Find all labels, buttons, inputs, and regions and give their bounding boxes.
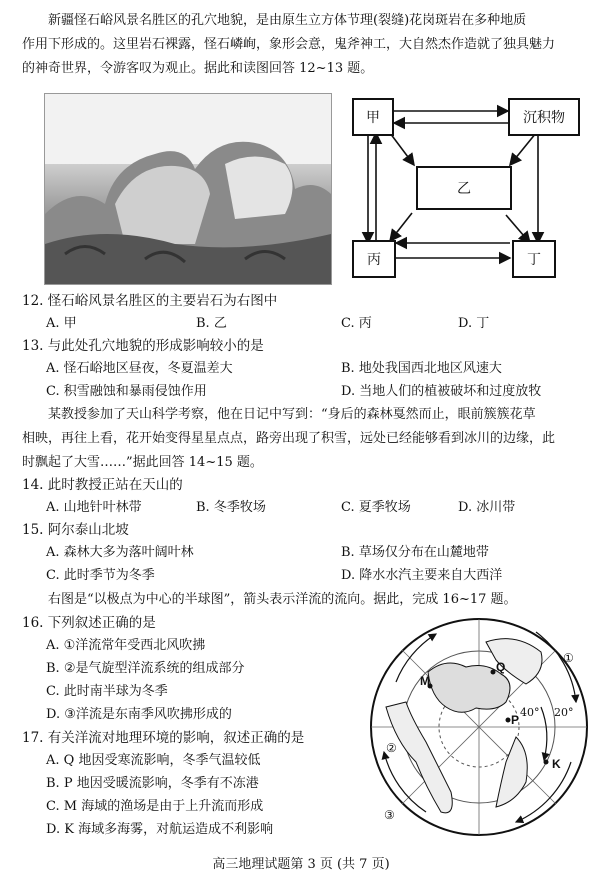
q13-option-d[interactable]: D. 当地人们的植被破坏和过度放牧 xyxy=(341,384,542,399)
q16-option-a[interactable]: A. ①洋流常年受西北风吹拂 xyxy=(46,638,206,653)
passage2-line-3: 时飘起了大雪……”据此回答 14~15 题。 xyxy=(22,455,263,470)
q15-option-d[interactable]: D. 降水水汽主要来自大西洋 xyxy=(341,568,503,583)
diagram-box-yi: 乙 xyxy=(416,166,512,210)
map-label-m: M xyxy=(420,674,430,688)
intro-line-3: 的神奇世界，令游客叹为观止。据此和读图回答 12~13 题。 xyxy=(22,61,374,76)
q12-stem: 12. 怪石峪风景名胜区的主要岩石为右图中 xyxy=(22,293,278,309)
diagram-box-ding: 丁 xyxy=(512,240,556,278)
q12-option-c[interactable]: C. 丙 xyxy=(341,316,372,331)
q15-stem: 15. 阿尔泰山北坡 xyxy=(22,522,129,538)
q14-option-b[interactable]: B. 冬季牧场 xyxy=(196,500,266,515)
q12-option-d[interactable]: D. 丁 xyxy=(458,316,490,331)
map-label-current-3: ③ xyxy=(384,808,395,822)
q13-option-b[interactable]: B. 地处我国西北地区风速大 xyxy=(341,361,502,376)
map-label-lon-20: 20° xyxy=(554,706,574,719)
q16-option-b[interactable]: B. ②是气旋型洋流系统的组成部分 xyxy=(46,661,245,676)
q17-option-c[interactable]: C. M 海域的渔场是由于上升流而形成 xyxy=(46,799,264,814)
passage3: 右图是“以极点为中心的半球图”，箭头表示洋流的流向。据此，完成 16~17 题。 xyxy=(48,592,517,607)
polar-hemisphere-map xyxy=(366,612,592,842)
rock-landscape-photo xyxy=(44,93,332,285)
map-label-current-2: ② xyxy=(386,741,397,755)
rock-photo-illustration xyxy=(45,94,331,284)
page-footer: 高三地理试题第 3 页 (共 7 页) xyxy=(212,857,390,872)
q13-stem: 13. 与此处孔穴地貌的形成影响较小的是 xyxy=(22,338,264,354)
map-label-current-1: ① xyxy=(563,651,574,665)
q15-option-c[interactable]: C. 此时季节为冬季 xyxy=(46,568,155,583)
q15-option-b[interactable]: B. 草场仅分布在山麓地带 xyxy=(341,545,489,560)
intro-line-2: 作用下形成的。这里岩石裸露，怪石嶙峋，象形会意，鬼斧神工，大自然杰作造就了独具魅力 xyxy=(22,37,556,52)
q14-option-a[interactable]: A. 山地针叶林带 xyxy=(46,500,142,515)
passage2-line-2: 相映，再往上看，花开始变得星星点点，路旁出现了积雪，远处已经能够看到冰川的边缘，此 xyxy=(22,431,556,446)
q16-stem: 16. 下列叙述正确的是 xyxy=(22,615,156,631)
q17-option-a[interactable]: A. Q 地因受寒流影响，冬季气温较低 xyxy=(46,753,261,768)
map-label-k: K xyxy=(552,757,561,771)
q13-option-c[interactable]: C. 积雪融蚀和暴雨侵蚀作用 xyxy=(46,384,207,399)
map-label-q: Q xyxy=(496,660,506,674)
q16-option-c[interactable]: C. 此时南半球为冬季 xyxy=(46,684,168,699)
q17-stem: 17. 有关洋流对地理环境的影响，叙述正确的是 xyxy=(22,730,305,746)
q16-option-d[interactable]: D. ③洋流是东南季风吹拂形成的 xyxy=(46,707,232,722)
intro-line-1: 新疆怪石峪风景名胜区的孔穴地貌，是由原生立方体节理(裂缝)花岗斑岩在多种地质 xyxy=(48,13,527,28)
map-label-p: P xyxy=(511,713,520,727)
q13-option-a[interactable]: A. 怪石峪地区昼夜，冬夏温差大 xyxy=(46,361,233,376)
diagram-box-sediment: 沉积物 xyxy=(508,98,580,136)
q14-option-d[interactable]: D. 冰川带 xyxy=(458,500,516,515)
q15-option-a[interactable]: A. 森林大多为落叶阔叶林 xyxy=(46,545,194,560)
diagram-box-jia: 甲 xyxy=(352,98,394,136)
q12-option-b[interactable]: B. 乙 xyxy=(196,316,227,331)
q17-option-d[interactable]: D. K 海域多海雾，对航运造成不利影响 xyxy=(46,822,274,837)
q12-option-a[interactable]: A. 甲 xyxy=(46,316,77,331)
q14-stem: 14. 此时教授正站在天山的 xyxy=(22,477,183,493)
q17-option-b[interactable]: B. P 地因受暖流影响，冬季有不冻港 xyxy=(46,776,259,791)
map-label-lat-40: 40° xyxy=(520,706,540,719)
passage2-line-1: 某教授参加了天山科学考察，他在日记中写到：“身后的森林戛然而止，眼前簇簇花草 xyxy=(48,407,536,422)
q14-option-c[interactable]: C. 夏季牧场 xyxy=(341,500,411,515)
diagram-box-bing: 丙 xyxy=(352,240,396,278)
